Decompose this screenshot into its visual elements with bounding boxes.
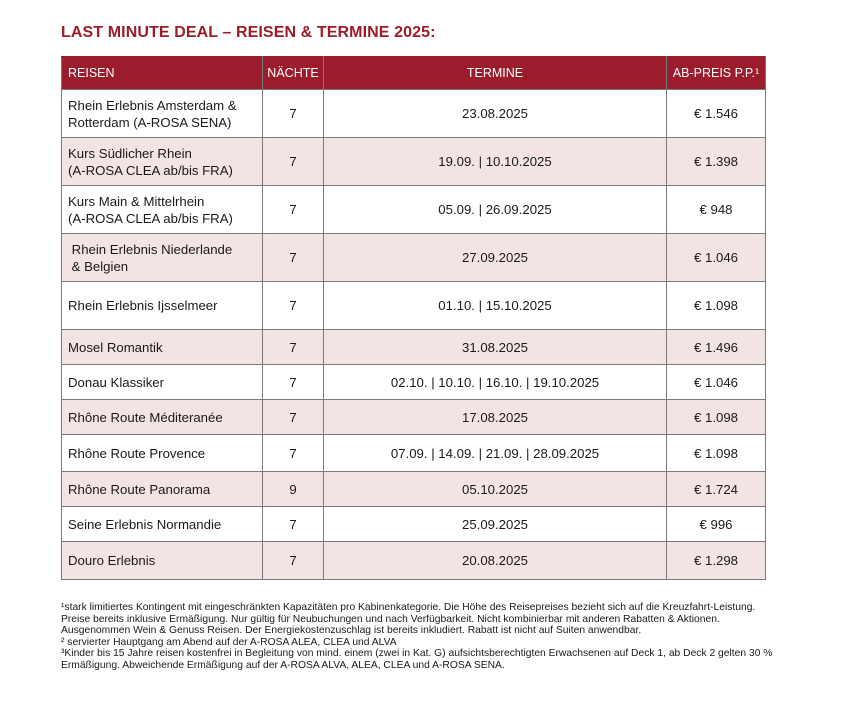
- cell-termine: 02.10. | 10.10. | 16.10. | 19.10.2025: [324, 365, 667, 400]
- cell-preis: € 1.046: [667, 365, 766, 400]
- cell-reise: [62, 90, 263, 138]
- cell-termine: 01.10. | 15.10.2025: [324, 282, 667, 330]
- column-header-naechte: NÄCHTE: [263, 57, 324, 90]
- cell-naechte: 7: [263, 507, 324, 542]
- table-row: [62, 186, 766, 234]
- table-body: [62, 90, 766, 580]
- deals-table: [61, 56, 766, 580]
- cell-termine: 23.08.2025: [324, 90, 667, 138]
- cell-reise: [62, 138, 263, 186]
- cell-termine: 07.09. | 14.09. | 21.09. | 28.09.2025: [324, 435, 667, 472]
- cell-reise: [62, 282, 263, 330]
- cell-termine: 31.08.2025: [324, 330, 667, 365]
- table-row: [62, 507, 766, 542]
- cell-preis: € 1.046: [667, 234, 766, 282]
- cell-naechte: 7: [263, 330, 324, 365]
- cell-termine: 05.10.2025: [324, 472, 667, 507]
- reise-line: Rhein Erlebnis Niederlande: [68, 241, 233, 257]
- reise-line: Rhône Route Méditeranée: [68, 409, 223, 425]
- cell-termine: 17.08.2025: [324, 400, 667, 435]
- reise-line: Rhône Route Panorama: [68, 481, 211, 497]
- footnote-1: ¹stark limitiertes Kontingent mit eingeschränkten Kapazitäten pro Kabinenkategorie. Die Höhe des Reisepreises bezieht sich auf die Kreuzfahrt-Leistung. Preise bereits inklusive Ermäßigung. Nur gültig für Neubuchungen und nach Verfügbarkeit. Nicht kombinierbar mit anderen Rabatten & Aktionen. Ausgenommen Wein & Genuss Reisen. Der Energiekostenzuschlag ist bereits inkludiert. Rabatt ist nicht auf Suiten anwendbar.: [61, 602, 756, 637]
- cell-preis: € 1.098: [667, 282, 766, 330]
- table-row: [62, 435, 766, 472]
- footnote-2: ² servierter Hauptgang am Abend auf der A-ROSA ALEA, CLEA und ALVA: [61, 636, 397, 648]
- table-row: [62, 472, 766, 507]
- column-header-preis: AB-PREIS P.P.¹: [667, 57, 766, 90]
- reise-line: Rhône Route Provence: [68, 445, 206, 461]
- reise-line: Rotterdam (A-ROSA SENA): [68, 114, 232, 130]
- cell-reise: [62, 330, 263, 365]
- cell-naechte: 9: [263, 472, 324, 507]
- cell-termine: 19.09. | 10.10.2025: [324, 138, 667, 186]
- reise-line: Donau Klassiker: [68, 374, 165, 390]
- cell-termine: 05.09. | 26.09.2025: [324, 186, 667, 234]
- cell-reise: [62, 234, 263, 282]
- cell-reise: [62, 542, 263, 580]
- cell-preis: € 996: [667, 507, 766, 542]
- cell-naechte: 7: [263, 90, 324, 138]
- cell-naechte: 7: [263, 435, 324, 472]
- table-row: [62, 90, 766, 138]
- footnote-3: ³Kinder bis 15 Jahre reisen kostenfrei in Begleitung von mind. einem (zwei in Kat. G) aufsichtsberechtigten Erwachsenen auf Deck 1, ab Deck 2 gelten 30 % Ermäßigung. Abweichende Ermäßigung auf der A-ROSA ALVA, ALEA, CLEA und A-ROSA SENA.: [61, 648, 773, 671]
- cell-naechte: 7: [263, 186, 324, 234]
- reise-line: Douro Erlebnis: [68, 553, 156, 568]
- cell-preis: € 948: [667, 186, 766, 234]
- cell-preis: € 1.298: [667, 542, 766, 580]
- table-row: [62, 330, 766, 365]
- cell-preis: € 1.098: [667, 435, 766, 472]
- cell-reise: [62, 400, 263, 435]
- reise-line: (A-ROSA CLEA ab/bis FRA): [68, 210, 233, 226]
- page-title: LAST MINUTE DEAL – REISEN & TERMINE 2025:: [61, 24, 436, 41]
- cell-naechte: 7: [263, 400, 324, 435]
- cell-preis: € 1.496: [667, 330, 766, 365]
- table-row: [62, 234, 766, 282]
- reise-line: Kurs Main & Mittelrhein: [68, 193, 205, 209]
- cell-reise: [62, 186, 263, 234]
- cell-naechte: 7: [263, 365, 324, 400]
- cell-naechte: 7: [263, 138, 324, 186]
- cell-reise: [62, 472, 263, 507]
- cell-preis: € 1.724: [667, 472, 766, 507]
- column-header-termine: TERMINE: [324, 57, 667, 90]
- cell-reise: [62, 365, 263, 400]
- reise-line: Rhein Erlebnis Ijsselmeer: [68, 298, 218, 313]
- table-row: [62, 365, 766, 400]
- reise-line: Rhein Erlebnis Amsterdam &: [68, 97, 237, 113]
- cell-preis: € 1.098: [667, 400, 766, 435]
- reise-line: Mosel Romantik: [68, 339, 163, 355]
- reise-line: Kurs Südlicher Rhein: [68, 145, 192, 161]
- footnotes: [61, 602, 773, 672]
- table-header-row: [62, 57, 766, 90]
- cell-termine: 25.09.2025: [324, 507, 667, 542]
- column-header-reisen: REISEN: [62, 57, 263, 90]
- table-row: [62, 282, 766, 330]
- cell-naechte: 7: [263, 542, 324, 580]
- cell-reise: [62, 435, 263, 472]
- reise-line: & Belgien: [68, 258, 129, 274]
- table-row: [62, 400, 766, 435]
- cell-naechte: 7: [263, 282, 324, 330]
- table-row: [62, 138, 766, 186]
- cell-naechte: 7: [263, 234, 324, 282]
- cell-termine: 20.08.2025: [324, 542, 667, 580]
- reise-line: Seine Erlebnis Normandie: [68, 516, 222, 532]
- table-row: [62, 542, 766, 580]
- cell-reise: [62, 507, 263, 542]
- cell-termine: 27.09.2025: [324, 234, 667, 282]
- reise-line: (A-ROSA CLEA ab/bis FRA): [68, 162, 233, 178]
- cell-preis: € 1.398: [667, 138, 766, 186]
- cell-preis: € 1.546: [667, 90, 766, 138]
